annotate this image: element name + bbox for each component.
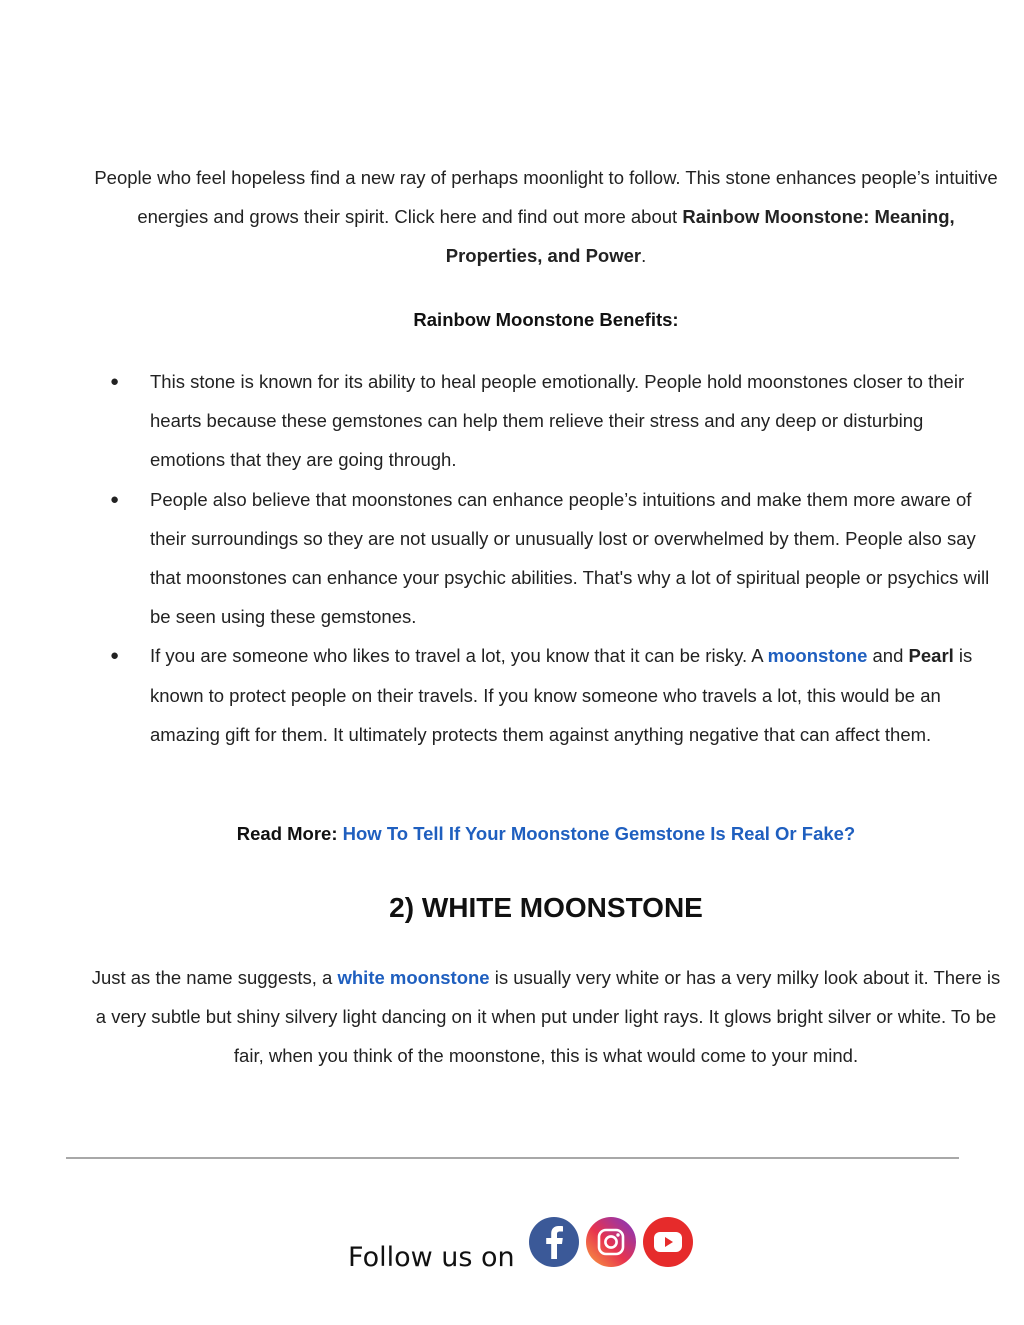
intro-period: . (641, 245, 647, 266)
section-title: 2) WHITE MOONSTONE (389, 892, 703, 923)
paragraph-text: is usually very white or has a very milky look about it. There is a very subtle but shiny silvery light dancing on it when put under light rays. It glows bright silver or white. To be fair, when you think of the moonstone, this is what would come to your mind. (95, 967, 1001, 1067)
list-item (110, 636, 1000, 754)
intro-text: People who feel hopeless find a new ray of perhaps moonlight to follow. This stone enhances people’s intuitive energies and grows their spirit. Click here and find out more about (94, 167, 998, 227)
youtube-icon[interactable] (642, 1216, 694, 1268)
instagram-icon[interactable] (585, 1216, 637, 1268)
benefits-heading: Rainbow Moonstone Benefits: (413, 309, 679, 330)
white-moonstone-paragraph (88, 958, 1004, 1076)
list-item (110, 480, 1000, 637)
bullet-icon: ● (110, 490, 120, 508)
paragraph-text: Just as the name suggests, a (91, 967, 338, 988)
benefit-text: People also believe that moonstones can enhance people’s intuitions and make them more aware of their surroundings so they are not usually or unusually lost or overwhelmed by them. People also say that moonstones can enhance your psychic abilities. That's why a lot of spiritual people or psychics will be seen using these gemstones. (150, 488, 990, 628)
read-more-link[interactable]: How To Tell If Your Moonstone Gemstone Is Real Or Fake? (342, 823, 856, 844)
benefits-list (110, 362, 1000, 754)
list-item (110, 362, 1000, 480)
intro-paragraph (88, 158, 1004, 275)
benefit-text: This stone is known for its ability to heal people emotionally. People hold moonstones closer to their hearts because these gemstones can help them relieve their stress and any deep or disturbing emotions that they are going through. (150, 371, 965, 471)
bullet-icon: ● (110, 647, 120, 665)
bullet-icon: ● (110, 373, 120, 390)
footer-divider (66, 1157, 959, 1159)
pearl-text: Pearl (908, 645, 954, 667)
facebook-icon[interactable] (528, 1216, 580, 1268)
read-more (88, 814, 1004, 853)
rainbow-moonstone-link[interactable]: Rainbow Moonstone: Meaning, Properties, and Power (445, 206, 955, 266)
moonstone-link[interactable]: moonstone (767, 645, 868, 667)
read-more-label: Read More: (236, 823, 338, 844)
white-moonstone-link[interactable]: white moonstone (337, 967, 490, 988)
benefit-text: is known to protect people on their travels. If you know someone who travels a lot, this would be an amazing gift for them. It ultimately protects them against anything negative that can affect them. (150, 645, 973, 745)
follow-us-text: Follow us on (348, 1242, 515, 1273)
benefit-text: and (867, 645, 909, 667)
benefit-text: If you are someone who likes to travel a lot, you know that it can be risky. A (150, 645, 768, 667)
